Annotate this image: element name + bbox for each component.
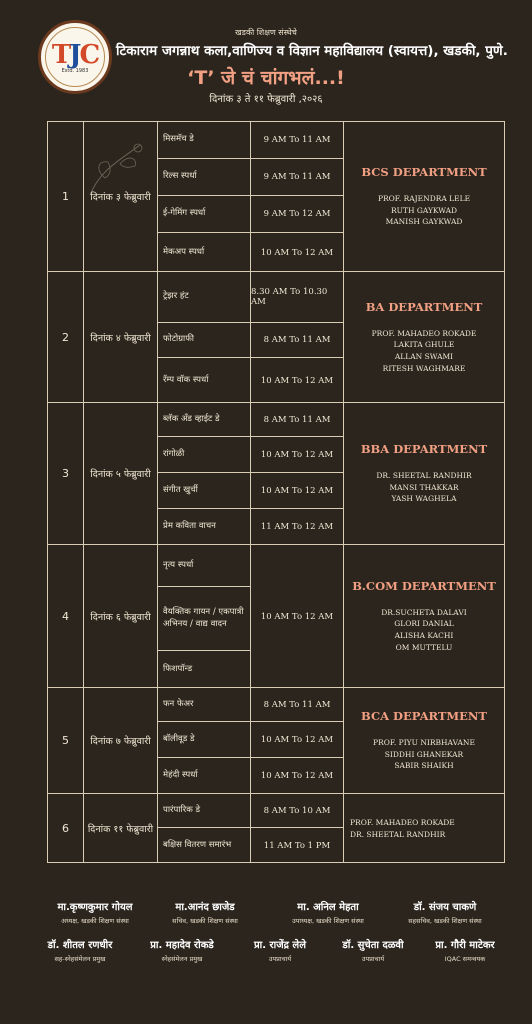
coordinator-name: PROF. MAHADEO ROKADE: [371, 328, 477, 338]
coordinator-list: [378, 193, 470, 228]
event-time: 10 AM To 12 AM: [260, 611, 334, 622]
signatory-role: सह-स्नेहसंमेलन प्रमुख: [54, 955, 106, 963]
event-time: 10 AM To 12 AM: [251, 437, 343, 473]
coordinator-list: [376, 470, 471, 505]
event-name: पारंपारिक डे: [158, 794, 250, 828]
signatory: [328, 937, 418, 963]
schedule-row-4: [48, 545, 504, 688]
event-time: 8 AM To 11 AM: [251, 403, 343, 437]
signatory: [420, 937, 510, 963]
row-department: [344, 403, 504, 544]
row-date: दिनांक ४ फेब्रुवारी: [84, 272, 158, 402]
coordinator-name: ALLAN SWAMI: [394, 352, 454, 361]
row-events: [158, 688, 251, 793]
signatory: [272, 899, 384, 925]
row-department: [344, 272, 504, 402]
row-times: [251, 688, 344, 793]
row-times: [251, 545, 344, 687]
signatory-name: डॉ. सुचेता दळवी: [342, 940, 404, 951]
row-events: [158, 794, 251, 863]
row-events: [158, 272, 251, 402]
coordinator-name: GLORI DANIAL: [394, 619, 454, 629]
event-name: बक्षिस वितरण समारंभ: [163, 839, 232, 850]
schedule-row-2: [48, 272, 504, 403]
row-number: 2: [48, 272, 84, 402]
event-name: ट्रेझर हंट: [158, 272, 250, 323]
signatory-role: उपप्राचार्य: [361, 955, 385, 963]
signatory-role: IQAC समन्वयक: [444, 955, 486, 963]
coordinator-list: [372, 328, 477, 375]
department-name: BA DEPARTMENT: [365, 299, 483, 314]
row-department: [344, 794, 504, 863]
signatory-name: प्रा. गौरी माटेकर: [435, 940, 495, 951]
coordinator-name: DR. SHEETAL RANDHIR: [376, 471, 472, 481]
coordinator-name: OM MUTTELU: [395, 642, 453, 652]
department-name: BCA DEPARTMENT: [361, 709, 487, 724]
event-time: 10 AM To 12 AM: [260, 247, 334, 258]
event-name: मिसमॅच डे: [158, 122, 250, 159]
coordinator-name: SIDDHI GHANEKAR: [384, 749, 464, 759]
signatories: [0, 895, 532, 975]
coordinator-name: PROF. PIYU NIRBHAVANE: [373, 738, 475, 748]
row-number: 4: [48, 545, 84, 687]
row-events: [158, 403, 251, 544]
row-times: [251, 122, 344, 271]
row-date: दिनांक ७ फेब्रुवारी: [84, 688, 158, 793]
row-events: [158, 545, 251, 687]
department-name: BBA DEPARTMENT: [360, 442, 488, 457]
signatory: [236, 937, 324, 963]
row-department: [344, 545, 504, 687]
schedule-table: [47, 121, 505, 863]
signatory: [30, 937, 130, 963]
signatory-name: मा.कृष्णकुमार गोयल: [57, 902, 133, 913]
coordinator-name: MANSI THAKKAR: [389, 482, 459, 492]
event-time: 9 AM To 11 AM: [251, 122, 343, 159]
event-name: वैयक्तिक गायन / एकपात्री अभिनय / वाद्य वादन: [158, 587, 250, 651]
event-name: ब्लॅक अँड व्हाईट डे: [158, 403, 250, 437]
event-time: 11 AM To 1 PM: [263, 840, 331, 851]
event-dates: दिनांक ३ ते ११ फेब्रुवारी ,२०२६: [209, 94, 323, 105]
signatory-role: सहसचिव, खडकी शिक्षण संस्था: [408, 917, 482, 925]
event-name: फन फेअर: [158, 688, 250, 722]
row-department: [344, 688, 504, 793]
row-date: दिनांक ५ फेब्रुवारी: [84, 403, 158, 544]
coordinator-name: SABIR SHAIKH: [394, 761, 454, 771]
row-events: [158, 122, 251, 271]
event-name: रॅम्प वॉक स्पर्धा: [163, 374, 209, 385]
row-department: [344, 122, 504, 271]
event-time: 8 AM To 10 AM: [251, 794, 343, 828]
row-number: 3: [48, 403, 84, 544]
row-times: [251, 272, 344, 402]
signatory-role: स्नेहसंमेलन प्रमुख: [161, 955, 203, 963]
signatory-name: डॉ. शीतल रणधीर: [47, 940, 113, 951]
signatory-role: सचिव, खडकी शिक्षण संस्था: [172, 917, 238, 925]
row-number: 6: [48, 794, 84, 863]
row-number: 5: [48, 688, 84, 793]
event-name: मेकअप स्पर्धा: [163, 246, 205, 257]
coordinator-name: YASH WAGHELA: [391, 494, 457, 504]
coordinator-name: MANISH GAYKWAD: [385, 217, 463, 227]
signatory: [40, 899, 150, 925]
schedule-row-6: [48, 794, 504, 863]
signatory-name: मा.आनंद छाजेड: [175, 902, 235, 913]
event-time: 10 AM To 12 AM: [251, 722, 343, 758]
row-number: 1: [48, 122, 84, 271]
event-time: 11 AM To 12 AM: [260, 522, 334, 532]
schedule-row-3: [48, 403, 504, 545]
event-name: मेहंदी स्पर्धा: [163, 770, 198, 781]
schedule-row-1: [48, 122, 504, 272]
event-time: 8.30 AM To 10.30 AM: [251, 272, 343, 323]
event-time: 8 AM To 11 AM: [251, 688, 343, 722]
page-header: [0, 0, 532, 112]
signatory-name: प्रा. महादेव रोकडे: [150, 940, 214, 951]
coordinator-name: RITESH WAGHMARE: [382, 363, 466, 373]
row-times: [251, 403, 344, 544]
event-name: नृत्य स्पर्धा: [158, 545, 250, 587]
coordinator-name: ALISHA KACHI: [394, 631, 454, 640]
event-name: फोटोग्राफी: [158, 323, 250, 358]
event-time: 10 AM To 12 AM: [260, 375, 334, 386]
event-name: ई-गेमिंग स्पर्धा: [158, 196, 250, 233]
logo-established: Estd. 1983: [61, 68, 89, 74]
coordinator-name: DR. SHEETAL RANDHIR: [350, 829, 446, 839]
signatory: [152, 899, 258, 925]
event-name: रिल्स स्पर्धा: [158, 159, 250, 196]
coordinator-list: [348, 817, 500, 840]
row-date: दिनांक ३ फेब्रुवारी: [84, 122, 158, 271]
event-name: रांगोळी: [158, 437, 250, 473]
event-time: 9 AM To 12 AM: [251, 196, 343, 233]
event-name: फिशपॉन्ड: [163, 663, 193, 674]
department-name: BCS DEPARTMENT: [361, 165, 487, 180]
department-name: B.COM DEPARTMENT: [352, 578, 496, 593]
coordinator-list: [381, 607, 466, 654]
coordinator-name: RUTH GAYKWAD: [390, 205, 458, 215]
signatory-name: प्रा. राजेंद्र लेले: [253, 940, 306, 951]
logo-monogram: TJC: [51, 40, 99, 70]
signatory: [132, 937, 232, 963]
coordinator-name: DR.SUCHETA DALAVI: [381, 607, 467, 617]
event-time: 10 AM To 12 AM: [260, 771, 334, 781]
event-time: 9 AM To 11 AM: [251, 159, 343, 196]
event-slogan: ‘T’ जे चं चांगभलं...!: [187, 67, 345, 89]
row-date: दिनांक ११ फेब्रुवारी: [84, 794, 158, 863]
coordinator-name: PROF. RAJENDRA LELE: [377, 194, 471, 204]
coordinator-name: LAKITA GHULE: [393, 340, 455, 350]
row-date: दिनांक ६ फेब्रुवारी: [84, 545, 158, 687]
event-time: 10 AM To 12 AM: [251, 473, 343, 509]
row-times: [251, 794, 344, 863]
schedule-row-5: [48, 688, 504, 794]
event-time: 8 AM To 11 AM: [251, 323, 343, 358]
coordinator-list: [373, 737, 475, 772]
signatory: [392, 899, 498, 925]
event-name: प्रेम कविता वाचन: [163, 521, 216, 532]
signatory-name: मा. अनिल मेहता: [297, 902, 359, 913]
college-name: टिकाराम जगन्नाथ कला,वाणिज्य व विज्ञान महाविद्यालय (स्वायत्त), खडकी, पुणे.: [116, 43, 508, 59]
signatory-role: अध्यक्ष, खडकी शिक्षण संस्था: [61, 917, 129, 925]
event-name: बॉलीवूड डे: [158, 722, 250, 758]
signatory-role: उपप्राचार्य: [268, 955, 292, 963]
coordinator-name: PROF. MAHADEO ROKADE: [350, 817, 455, 827]
signatory-name: डॉ. संजय चाकणे: [413, 902, 477, 913]
signatory-role: उपाध्यक्ष, खडकी शिक्षण संस्था: [292, 917, 364, 925]
society-subtitle: खडकी शिक्षण संस्थेचे: [235, 28, 297, 37]
event-name: संगीत खुर्ची: [158, 473, 250, 509]
